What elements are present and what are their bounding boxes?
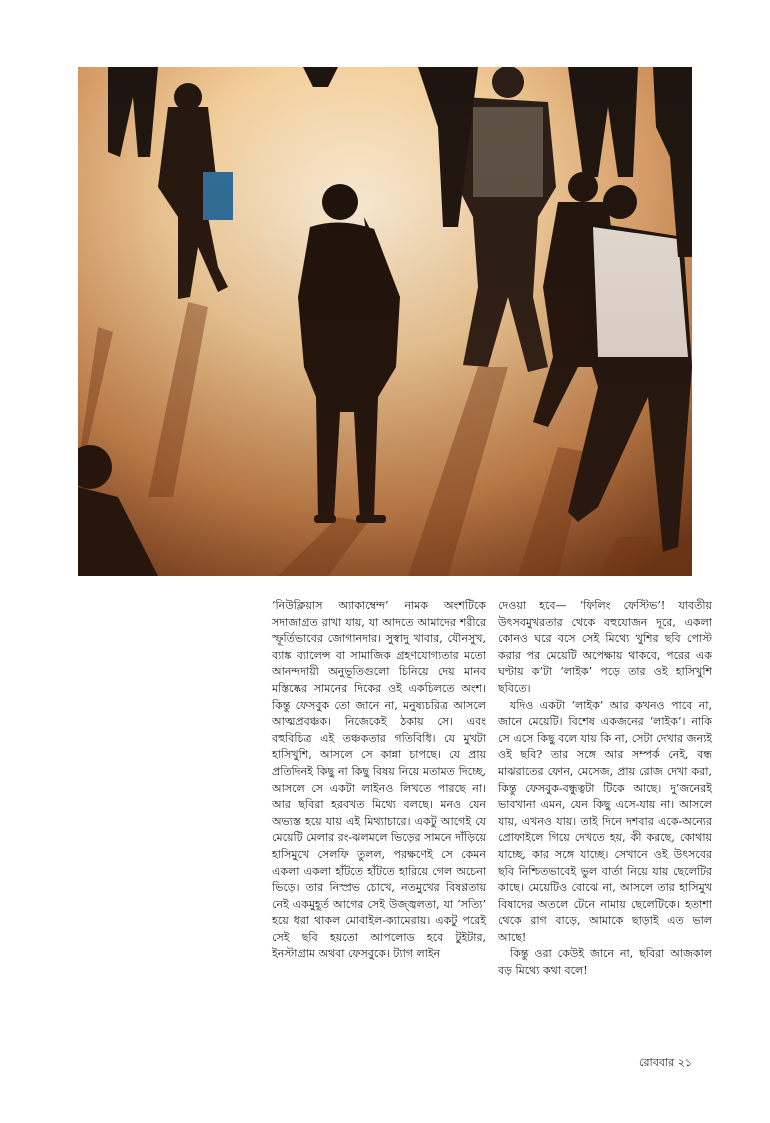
page-footer	[639, 1054, 692, 1073]
feature-photo	[78, 67, 692, 576]
article-paragraph: কিন্তু ওরা কেউই জানে না, ছবিরা আজকাল বড় মিথ্যে কথা বলে!	[498, 947, 712, 978]
article-column-left	[272, 598, 486, 963]
magazine-name: রোববার	[639, 1056, 675, 1069]
article-paragraph: ‘নিউক্লিয়াস অ্যাকাম্বেন্দ’ নামক অংশটিকে সদাজাগ্রত রাখা যায়, যা আদতে আমাদের শরীরে স্ফূর্তিভাবের জোগানদার। সুস্বাদু খাবার, যৌনসুখ, ব্যাঙ্ক ব্যালেন্স বা সামাজিক গ্রহণযোগ্যতার মতো আনন্দদায়ী অনুভূতিগুলো চিনিয়ে দেয় মানব মস্তিষ্কের সামনের দিকের ওই একচিলতে অংশ। কিন্তু ফেসবুক তো জানে না, মনুষ্যচরিত্র আসলে আত্মপ্রবঞ্চক। নিজেকেই ঠকায় সে। এবং বহুবিচিত্র এই তঞ্চকতার গতিবিধি। যে মুখটা হাসিখুশি, আসলে সে কান্না চাপছে। যে প্রায় প্রতিদিনই কিছু না কিছু বিষয় নিয়ে মতামত দিচ্ছে, আসলে সে একটা লাইনও লিখতে পারছে না। আর ছবিরা হরবখত মিথ্যে বলছে। মনও যেন অভ্যস্ত হয়ে যায় এই মিথ্যাচারে। একটু আগেই যে মেয়েটি মেলার রং-ঝলমলে ভিড়ের সামনে দাঁড়িয়ে হাসিমুখে সেলফি তুলল, পরক্ষণেই সে কেমন একলা একলা হাঁটতে হাঁটতে হারিয়ে গেল অচেনা ভিড়ে। তার নিস্প্রভ চোখে, নতমুখের বিষণ্ণতায় নেই একমুহূর্ত আগের সেই উজ্জ্বলতা, যা ‘সত্যি’ হয়ে ধরা থাকল মোবাইল-ক্যামেরায়। একটু পরেই সেই ছবি হয়তো আপলোড হবে টুইটার, ইনস্টাগ্রাম অথবা ফেসবুকে। ট্যাগ লাইন	[272, 599, 486, 961]
article-paragraph: দেওয়া হবে— ‘ফিলিং ফেস্টিভ’! যাবতীয় উৎসবমুখরতার থেকে বহুযোজন দূরে, একলা কোনও ঘরে বসে সেই মিথ্যে খুশির ছবি পোস্ট করার পর মেয়েটি অপেক্ষায় থাকবে, পরের এক ঘণ্টায় ক’টা ‘লাইক’ পড়ে তার ওই হাসিখুশি ছবিতে।	[498, 599, 712, 695]
page-number: ২১	[677, 1056, 692, 1069]
article-column-right	[498, 598, 712, 980]
crowd-photo-icon	[78, 67, 692, 576]
article-paragraph: যদিও একটা ‘লাইক’ আর কখনও পাবে না, জানে মেয়েটি। বিশেষ একজনের ‘লাইক’। নাকি সে এসে কিছু বলে যায় কি না, সেটা দেখার জন্যই ওই ছবি? তার সঙ্গে আর সম্পর্ক নেই, বন্ধ মাঝরাতের ফোন, মেসেজ, প্রায় রোজ দেখা করা, কিন্তু ফেসবুক-বন্ধুত্বটা টিকে আছে। দু’জনেরই ভাবখানা এমন, যেন কিছু এসে-যায় না। আসলে যায়, এখনও যায়। তাই দিনে দশবার একে-অন্যের প্রোফাইলে গিয়ে দেখতে হয়, কী করছে, কোথায় যাচ্ছে, কার সঙ্গে যাচ্ছে। সেখানে ওই উৎসবের ছবি নিশ্চিতভাবেই ভুল বার্তা নিয়ে যায় ছেলেটির কাছে। মেয়েটিও বোঝে না, আসলে তার হাসিমুখ বিষাদের অতলে টেনে নামায় ছেলেটিকে। হতাশা থেকে রাগ বাড়ে, আমাকে ছাড়াই এত ভাল আছে!	[498, 698, 712, 944]
